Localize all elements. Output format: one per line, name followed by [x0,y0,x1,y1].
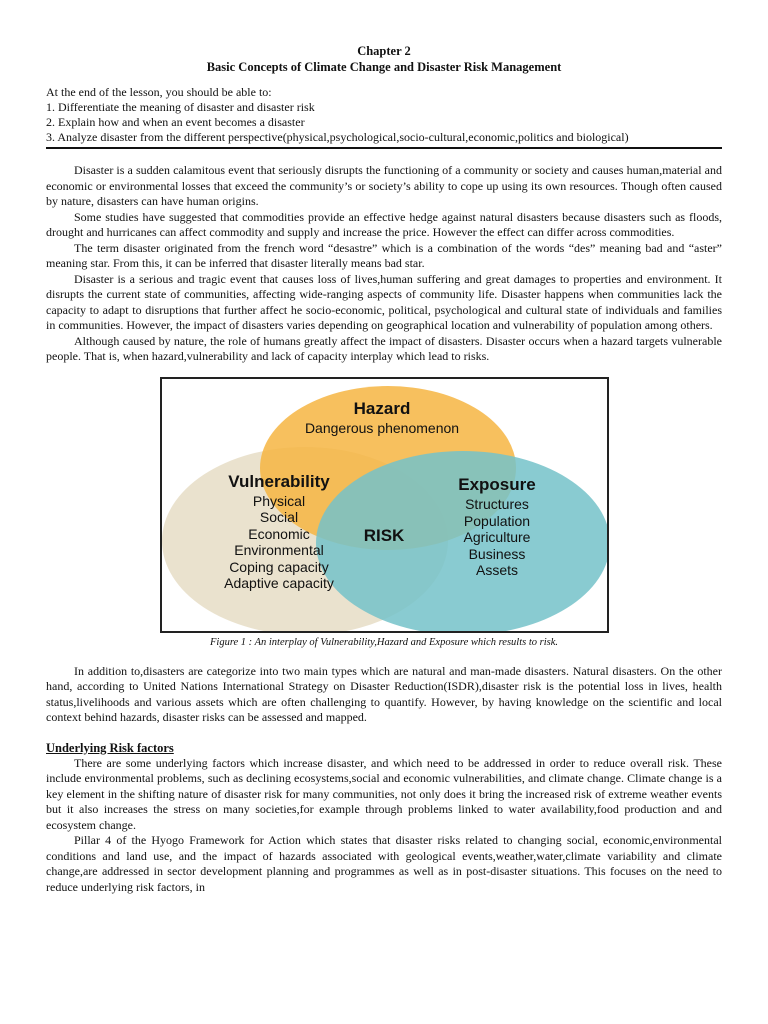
objective-item: 1. Differentiate the meaning of disaster and disaster risk [46,100,315,114]
figure-caption: Figure 1 : An interplay of Vulnerability,Hazard and Exposure which results to risk. [209,636,559,648]
objectives-intro: At the end of the lesson, you should be able to: [46,85,272,99]
chapter-label: Chapter 2 [357,44,411,58]
paragraph: Disaster is a sudden calamitous event that seriously disrupts the functioning of a community or society and causes human,material and economic or environmental losses that exceed the community’s or society’s ability to cope up using its own resources. Though often caused by nature, disasters can have human origins. [46,163,722,208]
objective-item: 2. Explain how and when an event becomes a disaster [46,115,305,129]
paragraph: Pillar 4 of the Hyogo Framework for Action which states that disaster risks related to changing social, economic,environmental conditions and land use, and the impact of hazards associated with geological events,weather,water,climate variability and climate change,are addressed in sector development planning and programmes as well as in post-disaster situations. This focuses on the need to reduce underlying risk factors, in [46,833,722,894]
objective-item: 3. Analyze disaster from the different perspective(physical,psychological,socio-cultural,economic,politics and biological) [46,130,629,144]
vulnerability-item: Economic [247,525,310,542]
vulnerability-item: Environmental [233,541,324,558]
vulnerability-item: Physical [252,492,305,509]
venn-svg [162,379,607,631]
exposure-item: Structures [464,495,529,512]
vulnerability-item: Adaptive capacity [223,574,334,591]
paragraph: Although caused by nature, the role of humans greatly affect the impact of disasters. Disaster occurs when a hazard targets vulnerable people. That is, when hazard,vulnerability and lack of capacity interplay which lead to risks. [46,333,722,363]
hazard-title: Hazard [353,398,410,418]
paragraph: In addition to,disasters are categorize into two main types which are natural and man-made disasters. Natural disasters. On the other hand, according to United Nations International Strategy on Disaster Reduction(ISDR),disaster risk is the potential loss in lives, health status,livelihoods and various assets which are often challenging to quantify. However, by having knowledge on the scientific and local context behind hazards, disaster risks can be assessed and mapped. [46,663,722,724]
risk-venn-diagram [160,377,609,633]
divider [46,147,722,149]
exposure-item: Population [463,512,530,529]
paragraph: Disaster is a serious and tragic event that causes loss of lives,human suffering and great damages to properties and environment. It disrupts the current state of communities, affecting wide-ranging aspects of community life. Disaster happens when communities lack the capacity to adapt to disruptions that further affect he socio-economic, political, psychological and cultural state of individuals and families in communities. However, the impact of disasters varies depending on geographical location and vulnerability of population among others. [46,271,722,332]
page-title: Basic Concepts of Climate Change and Disaster Risk Management [206,60,562,74]
paragraph: Some studies have suggested that commodities provide an effective hedge against natural disasters because disasters such as floods, drought and hurricanes can affect commodity and supply and increase the price. However the effect can differ across commodities. [46,209,722,239]
exposure-item: Agriculture [463,528,530,545]
hazard-subtitle: Dangerous phenomenon [304,419,459,436]
paragraph: There are some underlying factors which increase disaster, and which need to be addressed in order to reduce overall risk. These include environmental problems, such as declining ecosystems,social and economic vulnerabilities, and climate change. Climate change is a key element in the shifting nature of disaster risk for many communities, not only does it bring the increased risk of extreme weather events but it also increases the stress on many societies,for example through problems linked to water availability,food production and and ecosystem change. [46,755,722,832]
paragraph: The term disaster originated from the french word “desastre” which is a combination of the words “des” meaning bad and “aster” meaning star. From this, it can be inferred that disaster literally means bad star. [46,240,722,270]
exposure-title: Exposure [457,474,536,494]
vulnerability-item: Social [259,508,298,525]
exposure-item: Assets [475,561,518,578]
vulnerability-item: Coping capacity [228,558,329,575]
vulnerability-title: Vulnerability [227,471,330,491]
section-heading: Underlying Risk factors [46,740,174,755]
document-page [46,43,722,895]
exposure-item: Business [468,545,525,562]
risk-label: RISK [363,525,404,545]
